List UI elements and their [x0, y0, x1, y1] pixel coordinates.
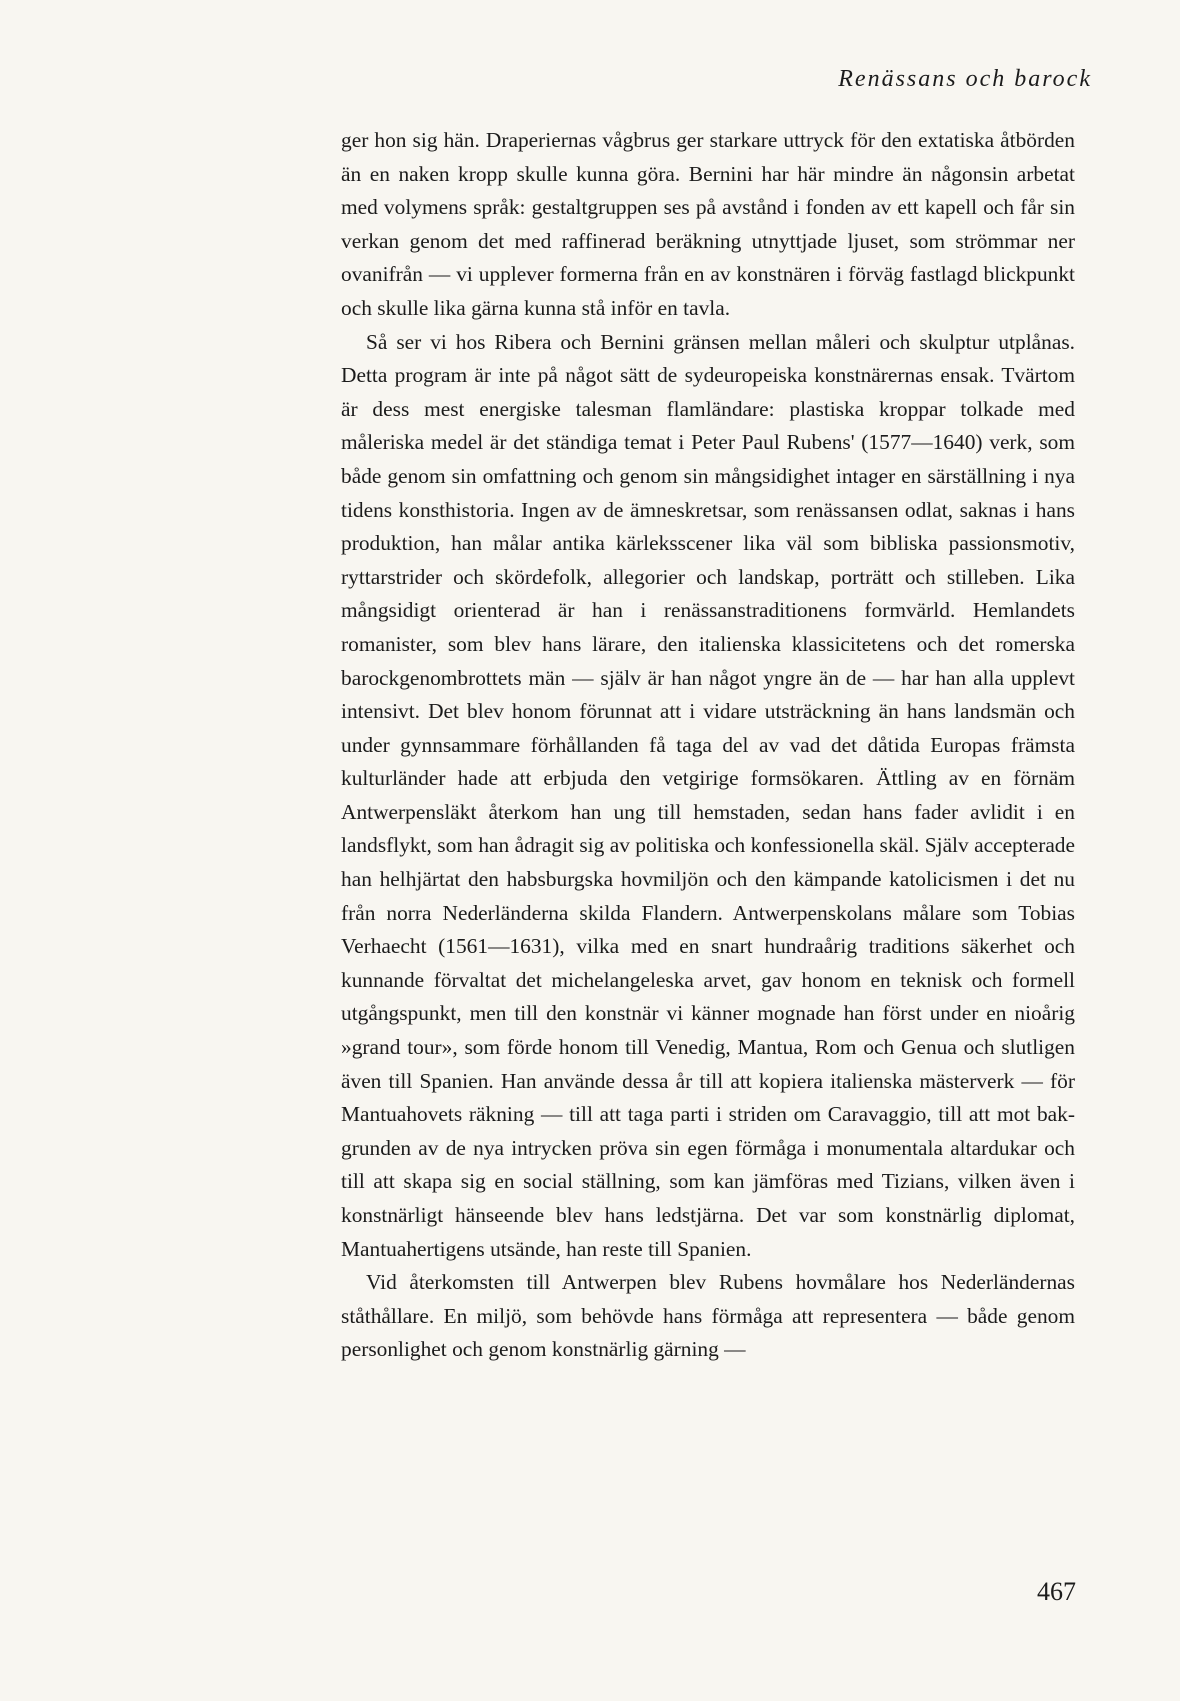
page-number: 467: [1037, 1577, 1076, 1606]
paragraph-3: Vid återkomsten till Antwerpen blev Rubens hovmålare hos Nederländernas ståthållare. En miljö, som behövde hans förmåga att representera — både genom personlighet och genom konstnärlig gärning —: [341, 1270, 1075, 1362]
paragraph-1: ger hon sig hän. Draperiernas vågbrus ger starkare uttryck för den extatiska åtbörden än en naken kropp skulle kunna göra. Bernini har här mindre än någonsin arbetat med volymens språk: gestaltgruppen ses på avstånd i fonden av ett kapell och får sin verkan genom det med raffinerad beräkning utnyttjade ljuset, som strömmar ner ovanifrån — vi upplever formerna från en av konstnären i förväg fastlagd blickpunkt och skulle lika gärna kunna stå inför en tavla.: [341, 128, 1075, 320]
body-text: [341, 124, 1075, 1367]
paragraph-2: Så ser vi hos Ribera och Bernini gränsen mellan måleri och skulptur utplånas. Detta program är inte på något sätt de sydeuropeiska konstnärernas ensak. Tvärtom är dess mest energiske talesman flamländare: plastiska kroppar tolkade med måleriska medel är det ständiga temat i Peter Paul Rubens' (1577—1640) verk, som både genom sin omfattning och genom sin mångsidighet intager en särställning i nya tidens konsthistoria. Ingen av de ämneskretsar, som renässansen odlat, saknas i hans produktion, han målar antika kärleksscener lika väl som bibliska passionsmotiv, ryttarstrider och skördefolk, allegorier och landskap, porträtt och stilleben. Lika mångsidigt orienterad är han i renässanstraditionens formvärld. Hemlandets romanister, som blev hans lärare, den italienska klassicitetens och det romerska barockgenombrottets män — själv är han något yngre än de — har han alla upplevt intensivt. Det blev honom förunnat att i vidare utsträckning än hans landsmän och under gynnsammare förhållanden få taga del av vad det dåtida Europas främsta kulturländer hade att erbjuda den vetgirige formsökaren. Ättling av en förnäm Antwerpensläkt återkom han ung till hemstaden, sedan hans fader avlidit i en landsflykt, som han ådragit sig av politiska och konfessionella skäl. Själv accepterade han helhjärtat den habsburgska hovmiljön och den kämpande katolicismen i det nu från norra Nederländerna skilda Flandern. Antwerpenskolans målare som Tobias Verhaecht (1561—1631), vilka med en snart hundraårig traditions säkerhet och kunnande förvaltat det michelangeleska arvet, gav honom en teknisk och formell utgångspunkt, men till den konstnär vi känner mognade han först under en nioårig »grand tour», som förde honom till Venedig, Mantua, Rom och Genua och slutligen även till Spanien. Han använde dessa år till att kopiera italienska mästerverk — för Mantuahovets räkning — till att taga parti i striden om Caravaggio, till att mot bakgrunden av de nya intrycken pröva sin egen förmåga i monumentala altardukar och till att skapa sig en social ställning, som kan jämföras med Tizians, vilken även i konstnärligt hänseende blev hans ledstjärna. Det var som konstnärlig diplomat, Mantuahertigens utsände, han reste till Spanien.: [341, 329, 1075, 1261]
running-title: Renässans och barock: [838, 66, 1092, 92]
